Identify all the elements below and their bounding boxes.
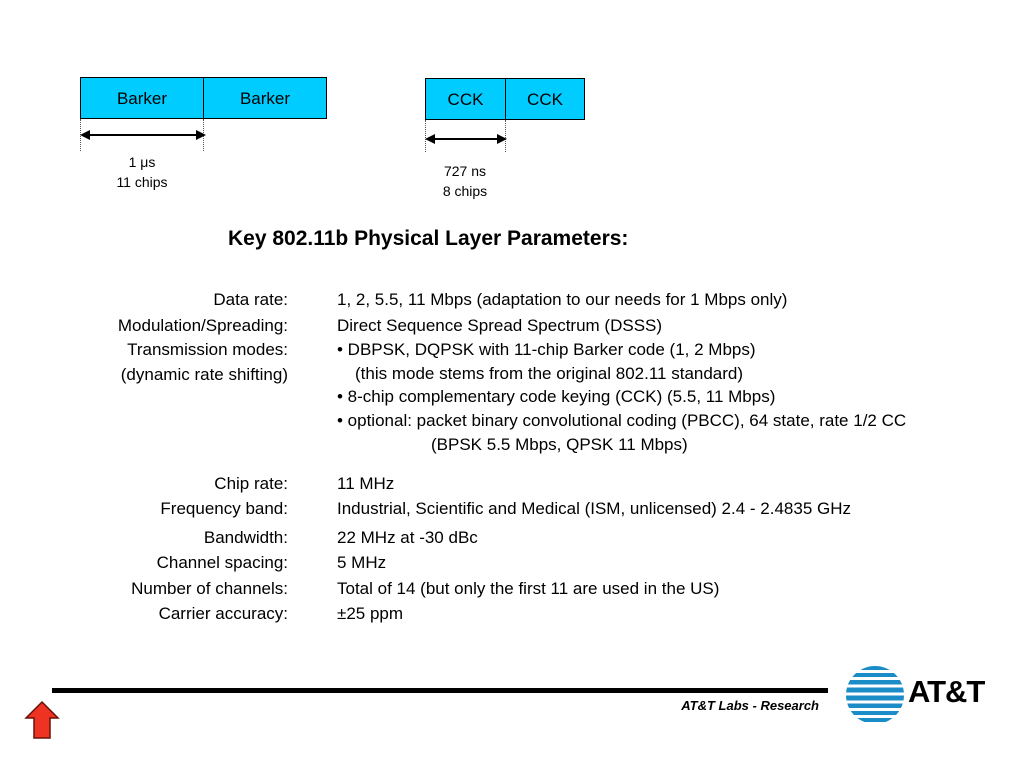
transmission-line-1: • DBPSK, DQPSK with 11-chip Barker code (1, 2 Mbps) [337, 340, 756, 359]
att-logo-text: AT&T [908, 674, 985, 709]
data-rate-label: Data rate: [213, 290, 288, 309]
carrier-accuracy-label: Carrier accuracy: [158, 604, 288, 623]
barker-frame-2: Barker [203, 77, 327, 119]
barker-frame-1: Barker [80, 77, 204, 119]
transmission-line-3: • 8-chip complementary code keying (CCK) (5.5, 11 Mbps) [337, 387, 776, 406]
right-duration-text: 727 ns [443, 163, 487, 179]
right-duration-label [424, 161, 506, 201]
channel-spacing-label: Channel spacing: [156, 553, 288, 572]
frequency-band-value: Industrial, Scientific and Medical (ISM, unlicensed) 2.4 - 2.4835 GHz [337, 499, 852, 518]
transmission-line-4: • optional: packet binary convolutional coding (PBCC), 64 state, rate 1/2 CC [337, 411, 907, 430]
left-duration-text: 1 μs [128, 154, 156, 170]
data-rate-value: 1, 2, 5.5, 11 Mbps (adaptation to our needs for 1 Mbps only) [337, 290, 788, 309]
bandwidth-value: 22 MHz at -30 dBc [337, 528, 478, 547]
frequency-band-label: Frequency band: [160, 499, 288, 518]
transmission-line-5: (BPSK 5.5 Mbps, QPSK 11 Mbps) [431, 435, 688, 454]
right-chips-text: 8 chips [442, 183, 488, 199]
att-globe-icon [845, 665, 905, 725]
transmission-modes-label: Transmission modes: [127, 340, 288, 359]
transmission-line-2: (this mode stems from the original 802.11 standard) [355, 364, 744, 383]
left-duration-arrow [78, 129, 208, 141]
bandwidth-label: Bandwidth: [203, 528, 288, 547]
num-channels-label: Number of channels: [131, 579, 288, 598]
modulation-value: Direct Sequence Spread Spectrum (DSSS) [337, 316, 663, 335]
chip-rate-label: Chip rate: [214, 474, 288, 493]
cck-frame-2: CCK [505, 78, 585, 120]
num-channels-value: Total of 14 (but only the first 11 are used in the US) [337, 579, 720, 598]
footer-lab-name: AT&T Labs - Research [681, 698, 819, 713]
chip-rate-value: 11 MHz [337, 474, 395, 493]
home-arrow-icon[interactable] [23, 700, 61, 740]
channel-spacing-value: 5 MHz [337, 553, 387, 572]
page-title: Key 802.11b Physical Layer Parameters: [228, 227, 629, 250]
right-duration-arrow [423, 133, 509, 145]
carrier-accuracy-value: ±25 ppm [337, 604, 404, 623]
transmission-modes-sublabel: (dynamic rate shifting) [120, 365, 288, 384]
left-duration-label [80, 152, 204, 192]
modulation-label: Modulation/Spreading: [117, 316, 288, 335]
left-chips-text: 11 chips [116, 174, 168, 190]
cck-frame-1: CCK [425, 78, 506, 120]
footer-rule [52, 688, 828, 693]
